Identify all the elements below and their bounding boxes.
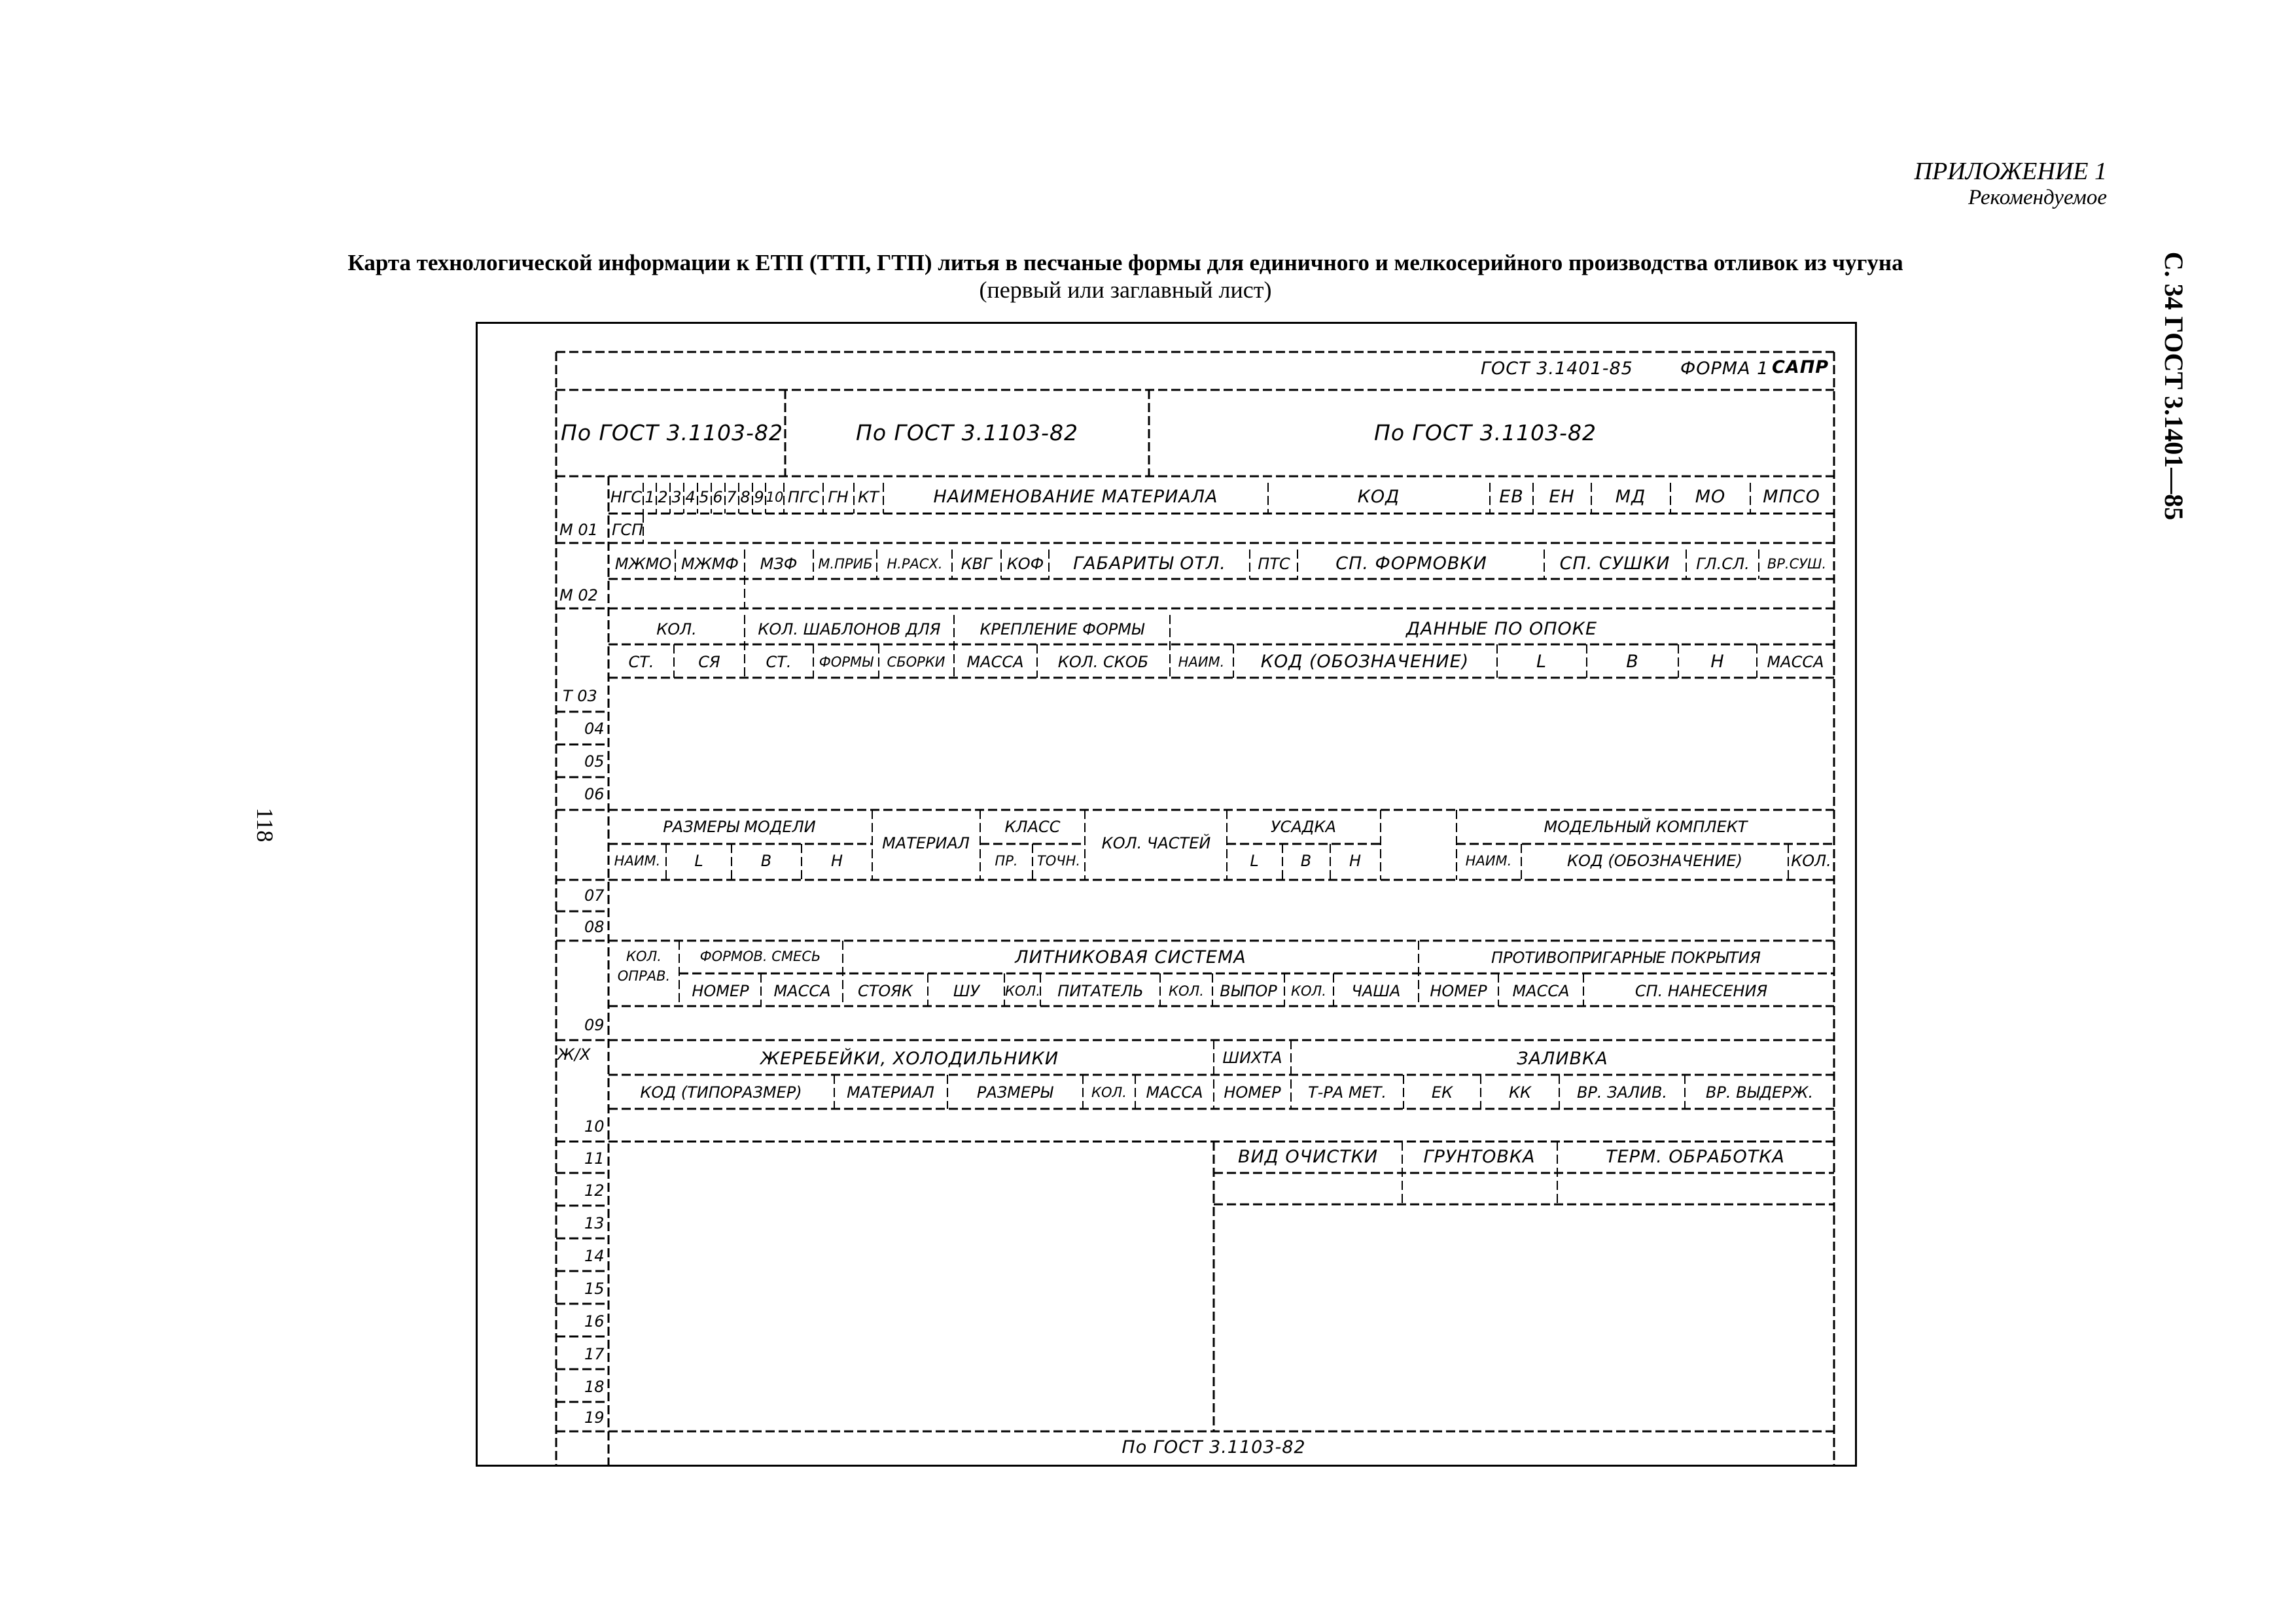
row-number: 11 <box>584 1149 605 1168</box>
r09-header: НОМЕР <box>1430 982 1487 1000</box>
r09-header: НОМЕР <box>692 982 749 1000</box>
ref-block-3: По ГОСТ 3.1103-82 <box>1374 420 1597 445</box>
r07-group-header: УСАДКА <box>1270 818 1337 836</box>
m02-header: ГАБАРИТЫ ОТЛ. <box>1073 553 1226 574</box>
m01-header: 7 <box>726 488 737 506</box>
ref-block-2: По ГОСТ 3.1103-82 <box>856 420 1078 445</box>
r09-header: СТОЯК <box>857 982 913 1000</box>
r09-group-header: ПРОТИВОПРИГАРНЫЕ ПОКРЫТИЯ <box>1491 949 1761 967</box>
row-number: 04 <box>584 720 605 738</box>
jx-header: МАТЕРИАЛ <box>847 1083 934 1102</box>
r09-header: ВЫПОР <box>1220 982 1277 1000</box>
row-number: 14 <box>584 1247 605 1265</box>
m01-header: 9 <box>754 488 764 506</box>
m01-header: КОД <box>1357 487 1400 507</box>
m01-header: 3 <box>671 488 682 506</box>
m01-header: МО <box>1695 487 1726 507</box>
r07-group-header: МАТЕРИАЛ <box>882 834 970 852</box>
r09-header: ЧАША <box>1351 982 1401 1000</box>
row-number: 19 <box>584 1408 605 1427</box>
m01-header: 1 <box>645 488 655 506</box>
jx-group-header: ЗАЛИВКА <box>1517 1049 1608 1069</box>
t03-group-header: ДАННЫЕ ПО ОПОКЕ <box>1405 619 1598 639</box>
t03-header: СЯ <box>698 653 720 671</box>
t03-header: КОЛ. СКОБ <box>1057 653 1149 671</box>
r09-header: МАССА <box>1512 982 1570 1000</box>
page-number: 118 <box>252 807 278 843</box>
m02-header: ВР.СУШ. <box>1767 556 1827 572</box>
jx-header: МАССА <box>1146 1083 1203 1102</box>
m01-header: 5 <box>699 488 709 506</box>
r09-header: ШУ <box>953 982 980 1000</box>
m02-header: КОФ <box>1006 555 1044 573</box>
jx-header: ВР. ВЫДЕРЖ. <box>1705 1083 1814 1102</box>
t03-group-header: КРЕПЛЕНИЕ ФОРМЫ <box>980 620 1144 638</box>
r09-group-header: ФОРМОВ. СМЕСЬ <box>699 949 821 964</box>
appendix-heading: ПРИЛОЖЕНИЕ 1 <box>1914 158 2107 185</box>
t03-header: ФОРМЫ <box>819 654 874 670</box>
row-label-jx: Ж/Х <box>557 1045 591 1064</box>
row-label-09: 09 <box>584 1016 605 1034</box>
t03-header: H <box>1710 652 1725 672</box>
r11-header: ТЕРМ. ОБРАБОТКА <box>1606 1147 1785 1167</box>
r07-group-header: КЛАСС <box>1004 818 1061 836</box>
t03-group-header: КОЛ. ШАБЛОНОВ ДЛЯ <box>758 620 941 638</box>
r09-header: КОЛ. <box>1005 983 1040 999</box>
form-sapr: САПР <box>1772 357 1829 377</box>
r07-header: КОД (ОБОЗНАЧЕНИЕ) <box>1567 852 1742 870</box>
jx-header: КОЛ. <box>1091 1085 1127 1100</box>
m02-header: М.ПРИБ <box>818 556 873 572</box>
ref-block-1: По ГОСТ 3.1103-82 <box>561 420 783 445</box>
t03-group-header: КОЛ. <box>656 620 697 638</box>
m02-header: МЖМФ <box>681 555 739 573</box>
r07-header: L <box>1250 852 1259 870</box>
r09-group-header: КОЛ. <box>626 949 662 964</box>
document-subtitle: (первый или заглавный лист) <box>979 277 1272 303</box>
m02-header: МЖМО <box>614 555 672 573</box>
r07-header: НАИМ. <box>1465 853 1512 869</box>
t03-header: МАССА <box>1767 653 1824 671</box>
row-number: 08 <box>584 918 605 936</box>
jx-group-header: ШИХТА <box>1222 1049 1282 1067</box>
row-number: 05 <box>584 752 605 771</box>
m01-header: 4 <box>685 488 696 506</box>
row-number: 15 <box>584 1280 605 1298</box>
row-number: 18 <box>584 1378 605 1396</box>
r07-header: B <box>760 852 772 870</box>
m02-header: Н.РАСХ. <box>887 556 943 572</box>
m01-header: 6 <box>713 488 723 506</box>
jx-header: РАЗМЕРЫ <box>976 1083 1053 1102</box>
r11-header: ГРУНТОВКА <box>1423 1147 1536 1167</box>
r09-group-header: ЛИТНИКОВАЯ СИСТЕМА <box>1015 947 1246 968</box>
m01-header: МД <box>1615 487 1646 507</box>
r07-header: ПР. <box>995 853 1018 869</box>
r07-group-header: РАЗМЕРЫ МОДЕЛИ <box>663 818 816 836</box>
r07-group-header: КОЛ. ЧАСТЕЙ <box>1101 834 1211 852</box>
gsp-label: ГСП <box>612 521 644 539</box>
r07-header: КОЛ. <box>1791 852 1831 870</box>
r11-header: ВИД ОЧИСТКИ <box>1237 1147 1379 1167</box>
m02-header: СП. ФОРМОВКИ <box>1335 553 1487 574</box>
side-page-header: С. 34 ГОСТ 3.1401—85 <box>2159 251 2189 521</box>
r07-header: L <box>694 852 703 870</box>
jx-header: ЕК <box>1431 1083 1453 1102</box>
m02-header: ГЛ.СЛ. <box>1696 555 1750 573</box>
m01-header: ЕН <box>1549 487 1575 507</box>
m01-header: 8 <box>740 488 751 506</box>
m01-header: НАИМЕНОВАНИЕ МАТЕРИАЛА <box>933 487 1218 507</box>
m01-header: 10 <box>766 489 784 505</box>
r09-header: ПИТАТЕЛЬ <box>1057 982 1144 1000</box>
m01-header: 2 <box>658 488 668 506</box>
r09-header: КОЛ. <box>1291 983 1326 999</box>
form-standard-ref: ГОСТ 3.1401-85 <box>1481 358 1633 379</box>
document-title: Карта технологической информации к ЕТП (ТТП, ГТП) литья в песчаные формы для единичного и мелкосерийного производства отливок из чугуна <box>347 250 1903 275</box>
jx-header: Т-РА МЕТ. <box>1308 1083 1386 1102</box>
row-number: 17 <box>584 1345 605 1363</box>
t03-header: НАИМ. <box>1178 654 1225 670</box>
jx-header: КОД (ТИПОРАЗМЕР) <box>640 1083 802 1102</box>
m01-header: ГН <box>828 488 849 506</box>
m01-header: ЕВ <box>1499 487 1524 507</box>
r09-header: МАССА <box>773 982 831 1000</box>
jx-header: НОМЕР <box>1224 1083 1281 1102</box>
jx-header: КК <box>1508 1083 1532 1102</box>
m01-header: НГС <box>610 488 643 506</box>
t03-header: B <box>1626 652 1639 672</box>
m02-header: КВГ <box>961 555 992 573</box>
form-number: ФОРМА 1 <box>1680 358 1769 379</box>
row-label-m02: М 02 <box>559 586 598 604</box>
r07-header: B <box>1300 852 1312 870</box>
r09-header: КОЛ. <box>1169 983 1204 999</box>
appendix-recommended-note: Рекомендуемое <box>1968 186 2107 209</box>
row-number: 10 <box>584 1117 605 1136</box>
footer-ref: По ГОСТ 3.1103-82 <box>1122 1437 1306 1457</box>
m01-header: МПСО <box>1763 487 1820 507</box>
r09-group-header: ОПРАВ. <box>617 968 671 984</box>
row-number: 16 <box>584 1312 605 1331</box>
row-label-07: 07 <box>584 886 605 905</box>
row-label-t03: Т 03 <box>563 687 597 705</box>
t03-header: КОД (ОБОЗНАЧЕНИЕ) <box>1260 652 1470 672</box>
row-number: 12 <box>584 1181 605 1200</box>
row-number: 06 <box>584 785 605 803</box>
r09-header: СП. НАНЕСЕНИЯ <box>1634 982 1768 1000</box>
row-label-m01: М 01 <box>559 521 598 539</box>
row-number: 13 <box>584 1214 605 1232</box>
r07-header: НАИМ. <box>614 853 661 869</box>
m01-header: ПГС <box>787 488 820 506</box>
m02-header: МЗФ <box>760 555 798 573</box>
t03-header: МАССА <box>966 653 1024 671</box>
jx-group-header: ЖЕРЕБЕЙКИ, ХОЛОДИЛЬНИКИ <box>760 1049 1059 1069</box>
r07-header: H <box>830 852 843 870</box>
t03-header: СТ. <box>766 653 792 671</box>
m01-header: КТ <box>858 488 879 506</box>
t03-header: СТ. <box>628 653 654 671</box>
r07-header: H <box>1349 852 1362 870</box>
m02-header: ПТС <box>1258 555 1290 573</box>
t03-header: СБОРКИ <box>887 654 945 670</box>
jx-header: ВР. ЗАЛИВ. <box>1576 1083 1668 1102</box>
r07-group-header: МОДЕЛЬНЫЙ КОМПЛЕКТ <box>1544 818 1748 836</box>
m02-header: СП. СУШКИ <box>1559 553 1670 574</box>
r07-header: ТОЧН. <box>1036 853 1081 869</box>
t03-header: L <box>1536 652 1547 672</box>
